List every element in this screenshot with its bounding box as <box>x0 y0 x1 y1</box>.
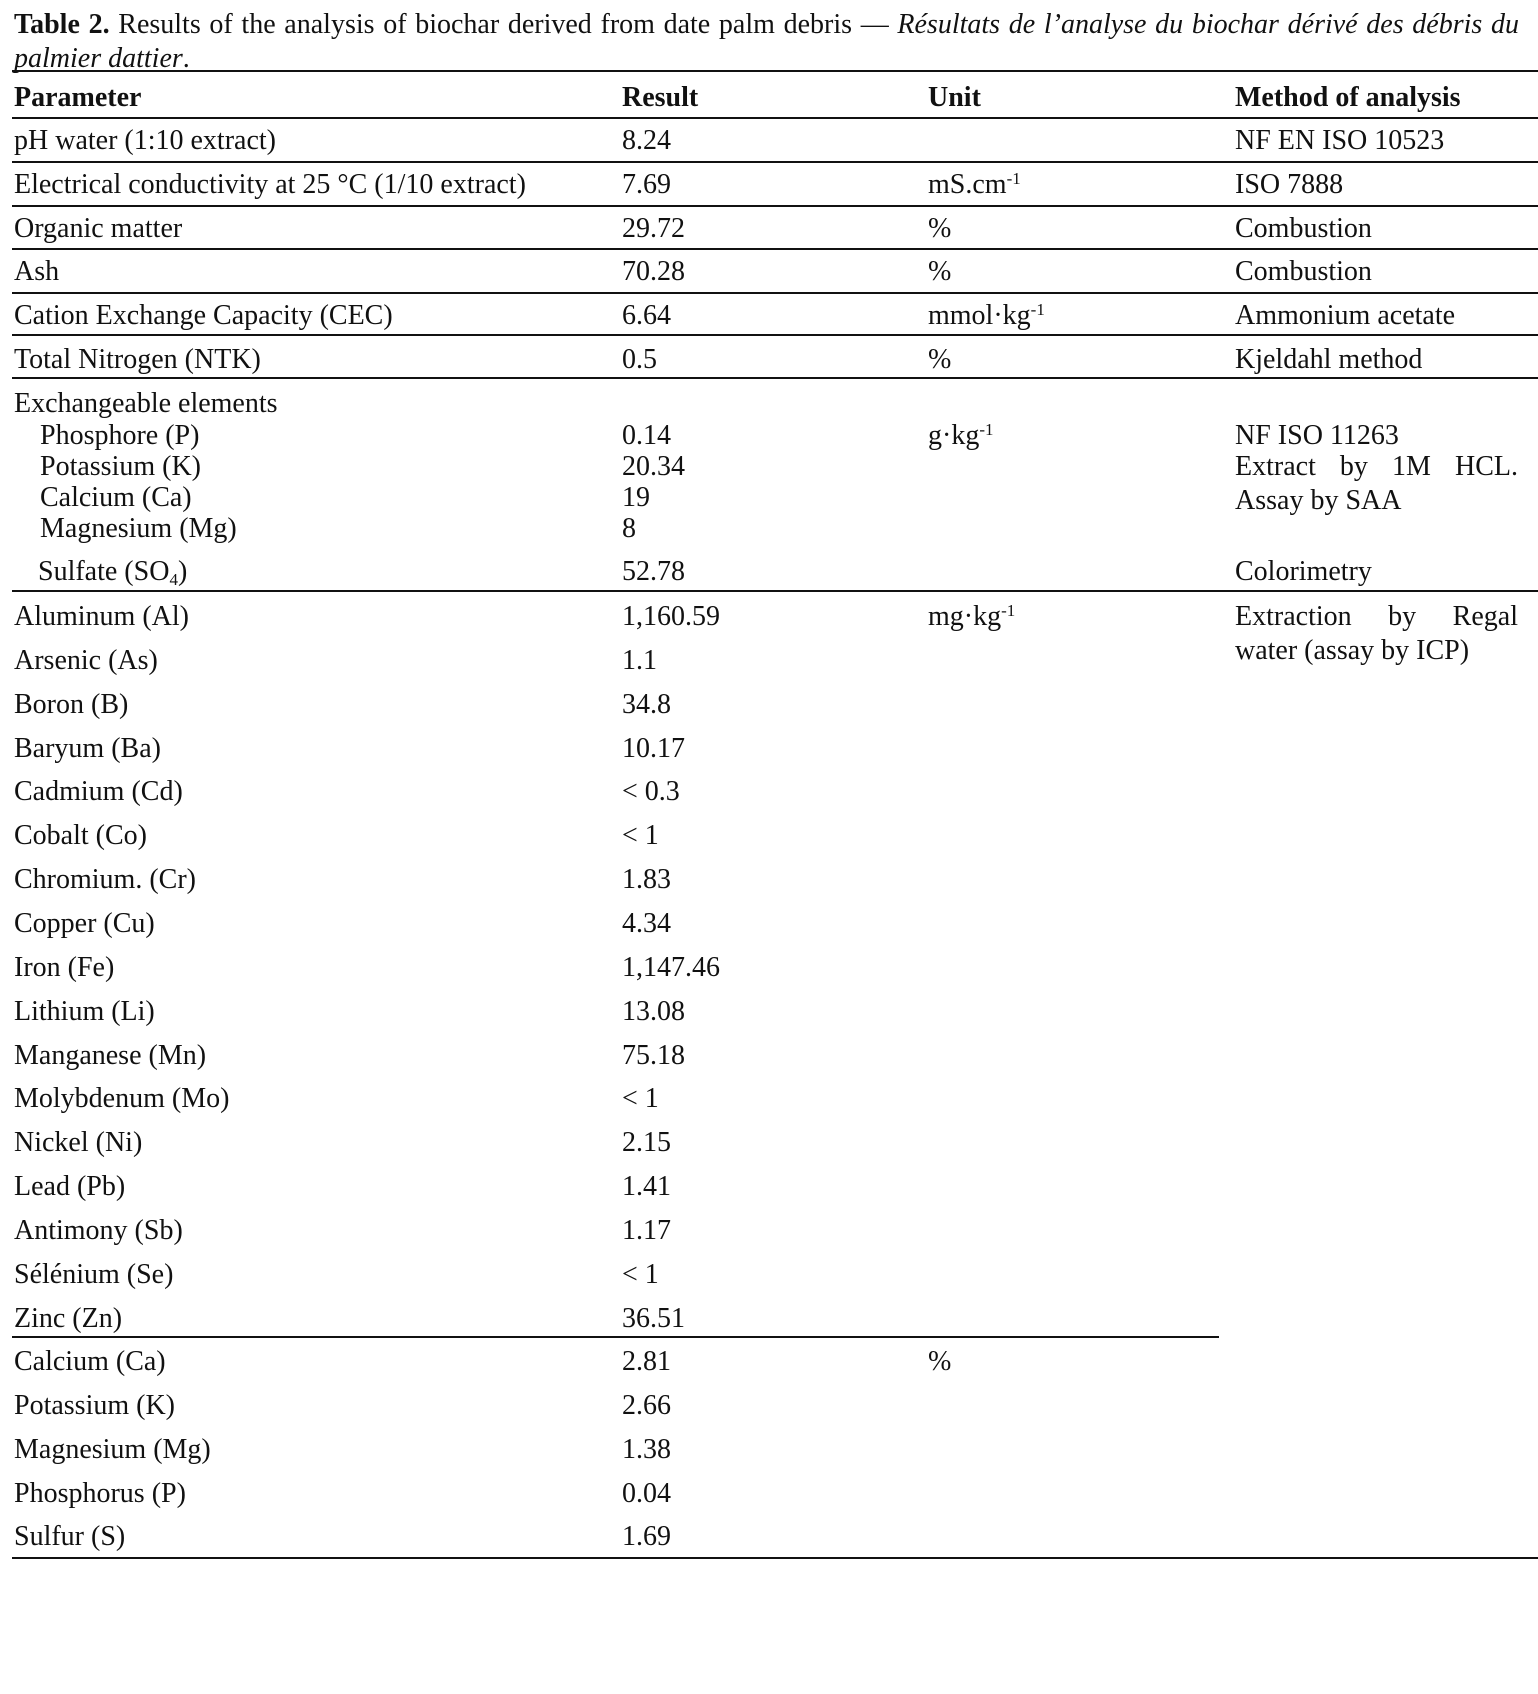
table-row-result: 36.51 <box>622 1303 685 1334</box>
row-unit: % <box>928 213 952 244</box>
row-parameter: Total Nitrogen (NTK) <box>14 344 261 375</box>
table-row-parameter: Iron (Fe) <box>14 952 115 983</box>
caption-french: Résultats de l’analyse du biochar dérivé des débris du palmier dattier <box>14 9 1519 74</box>
caption-label: Table 2. <box>14 9 110 40</box>
table-row-parameter: Aluminum (Al) <box>14 601 189 632</box>
table-row-result: 75.18 <box>622 1040 685 1071</box>
exchangeable-result: 8 <box>622 513 636 544</box>
row-method: NF EN ISO 10523 <box>1235 125 1445 156</box>
rule-header <box>12 117 1538 119</box>
table-row-parameter: Nickel (Ni) <box>14 1127 143 1158</box>
row-rule <box>12 161 1538 163</box>
table-row-parameter: Copper (Cu) <box>14 908 155 939</box>
sulfate-result: 52.78 <box>622 556 685 587</box>
table-row-result: 34.8 <box>622 689 671 720</box>
table-row-result: 2.66 <box>622 1390 671 1421</box>
unit-exponent: -1 <box>1001 601 1016 620</box>
table-row-result: 2.81 <box>622 1346 671 1377</box>
rule-top <box>12 70 1538 72</box>
unit-base: g·kg <box>928 420 980 451</box>
sulfate-subscript: 4 <box>169 570 178 589</box>
row-unit <box>928 168 1021 202</box>
rule-exchangeable <box>12 590 1538 592</box>
row-method: Ammonium acetate <box>1235 300 1456 331</box>
unit-exponent: -1 <box>1030 300 1045 319</box>
table-row-parameter: Baryum (Ba) <box>14 733 161 764</box>
row-parameter: Electrical conductivity at 25 °C (1/10 extract) <box>14 169 526 200</box>
table-row-parameter: Antimony (Sb) <box>14 1215 183 1246</box>
table-row-result: 2.15 <box>622 1127 671 1158</box>
table-row-parameter: Manganese (Mn) <box>14 1040 207 1071</box>
table-row-result: 1,160.59 <box>622 601 720 632</box>
table-row-parameter: Sélénium (Se) <box>14 1259 174 1290</box>
unit-exponent: -1 <box>1006 169 1021 188</box>
table-row-result: 13.08 <box>622 996 685 1027</box>
sulfate-prefix: Sulfate (SO <box>38 556 170 587</box>
unit-base: mmol·kg <box>928 300 1031 331</box>
table-row-parameter: Calcium (Ca) <box>14 1346 166 1377</box>
unit-base: mS.cm <box>928 169 1007 200</box>
row-result: 29.72 <box>622 213 685 244</box>
row-result: 0.5 <box>622 344 657 375</box>
table-row-result: 1.83 <box>622 864 671 895</box>
row-result: 7.69 <box>622 169 671 200</box>
major-unit: % <box>928 1346 952 1377</box>
row-result: 70.28 <box>622 256 685 287</box>
exchangeable-parameter: Phosphore (P) <box>40 420 200 451</box>
table-row-result: < 1 <box>622 820 659 851</box>
table-row-parameter: Molybdenum (Mo) <box>14 1083 230 1114</box>
row-result: 8.24 <box>622 125 671 156</box>
row-rule <box>12 377 1538 379</box>
row-parameter: Ash <box>14 256 60 287</box>
header-parameter: Parameter <box>14 82 142 113</box>
unit-base: mg·kg <box>928 601 1002 632</box>
table-row-result: 1,147.46 <box>622 952 720 983</box>
table-row-result: 1.17 <box>622 1215 671 1246</box>
exchangeable-result: 20.34 <box>622 451 685 482</box>
row-unit <box>928 299 1045 333</box>
row-unit: % <box>928 256 952 287</box>
table-row-parameter: Zinc (Zn) <box>14 1303 123 1334</box>
table-row-parameter: Phosphorus (P) <box>14 1478 186 1509</box>
row-result: 6.64 <box>622 300 671 331</box>
row-rule <box>12 205 1538 207</box>
row-method: Combustion <box>1235 256 1372 287</box>
table-row-parameter: Sulfur (S) <box>14 1521 126 1552</box>
metals-method: Extraction by Regal water (assay by ICP) <box>1235 601 1518 666</box>
rule-metals <box>12 1336 1219 1338</box>
table-row-parameter: Magnesium (Mg) <box>14 1434 211 1465</box>
sulfate-parameter <box>38 555 187 589</box>
rule-bottom <box>12 1557 1538 1559</box>
exchangeable-unit <box>928 419 994 453</box>
table-row-parameter: Boron (B) <box>14 689 129 720</box>
table-row-parameter: Chromium. (Cr) <box>14 864 196 895</box>
header-method: Method of analysis <box>1235 82 1461 113</box>
exchangeable-parameter: Magnesium (Mg) <box>40 513 237 544</box>
caption-english: Results of the analysis of biochar derived from date palm debris — <box>109 9 898 40</box>
table-row-parameter: Cobalt (Co) <box>14 820 147 851</box>
table-row-result: 10.17 <box>622 733 685 764</box>
exchangeable-parameter: Calcium (Ca) <box>40 482 192 513</box>
table-row-parameter: Cadmium (Cd) <box>14 776 183 807</box>
sulfate-suffix: ) <box>177 556 188 587</box>
table-row-result: < 0.3 <box>622 776 680 807</box>
exchangeable-result: 19 <box>622 482 650 513</box>
row-parameter: Cation Exchange Capacity (CEC) <box>14 300 393 331</box>
exchangeable-parameter: Potassium (K) <box>40 451 201 482</box>
row-rule <box>12 334 1538 336</box>
row-parameter: pH water (1:10 extract) <box>14 125 276 156</box>
table-row-result: 1.1 <box>622 645 657 676</box>
table-row-result: < 1 <box>622 1083 659 1114</box>
row-unit: % <box>928 344 952 375</box>
row-method: Kjeldahl method <box>1235 344 1423 375</box>
row-method: ISO 7888 <box>1235 169 1344 200</box>
caption-end: . <box>182 43 190 74</box>
row-method: Combustion <box>1235 213 1372 244</box>
table-row-result: 1.38 <box>622 1434 671 1465</box>
sulfate-method: Colorimetry <box>1235 556 1372 587</box>
table-row-parameter: Arsenic (As) <box>14 645 158 676</box>
table-caption <box>14 8 1519 76</box>
exchangeable-method-extract: Extract by 1M HCL. Assay by SAA <box>1235 451 1518 516</box>
row-rule <box>12 292 1538 294</box>
table-row-parameter: Lithium (Li) <box>14 996 155 1027</box>
table-row-parameter: Lead (Pb) <box>14 1171 126 1202</box>
unit-exponent: -1 <box>979 420 994 439</box>
exchangeable-heading: Exchangeable elements <box>14 388 278 419</box>
table-row-parameter: Potassium (K) <box>14 1390 175 1421</box>
table-row-result: 1.69 <box>622 1521 671 1552</box>
row-parameter: Organic matter <box>14 213 183 244</box>
table-row-result: 4.34 <box>622 908 671 939</box>
exchangeable-result: 0.14 <box>622 420 671 451</box>
header-unit: Unit <box>928 82 981 113</box>
metals-unit <box>928 600 1015 634</box>
table-row-result: 1.41 <box>622 1171 671 1202</box>
row-rule <box>12 248 1538 250</box>
table-row-result: 0.04 <box>622 1478 671 1509</box>
table-row-result: < 1 <box>622 1259 659 1290</box>
header-result: Result <box>622 82 699 113</box>
exchangeable-method-norm: NF ISO 11263 <box>1235 420 1399 451</box>
